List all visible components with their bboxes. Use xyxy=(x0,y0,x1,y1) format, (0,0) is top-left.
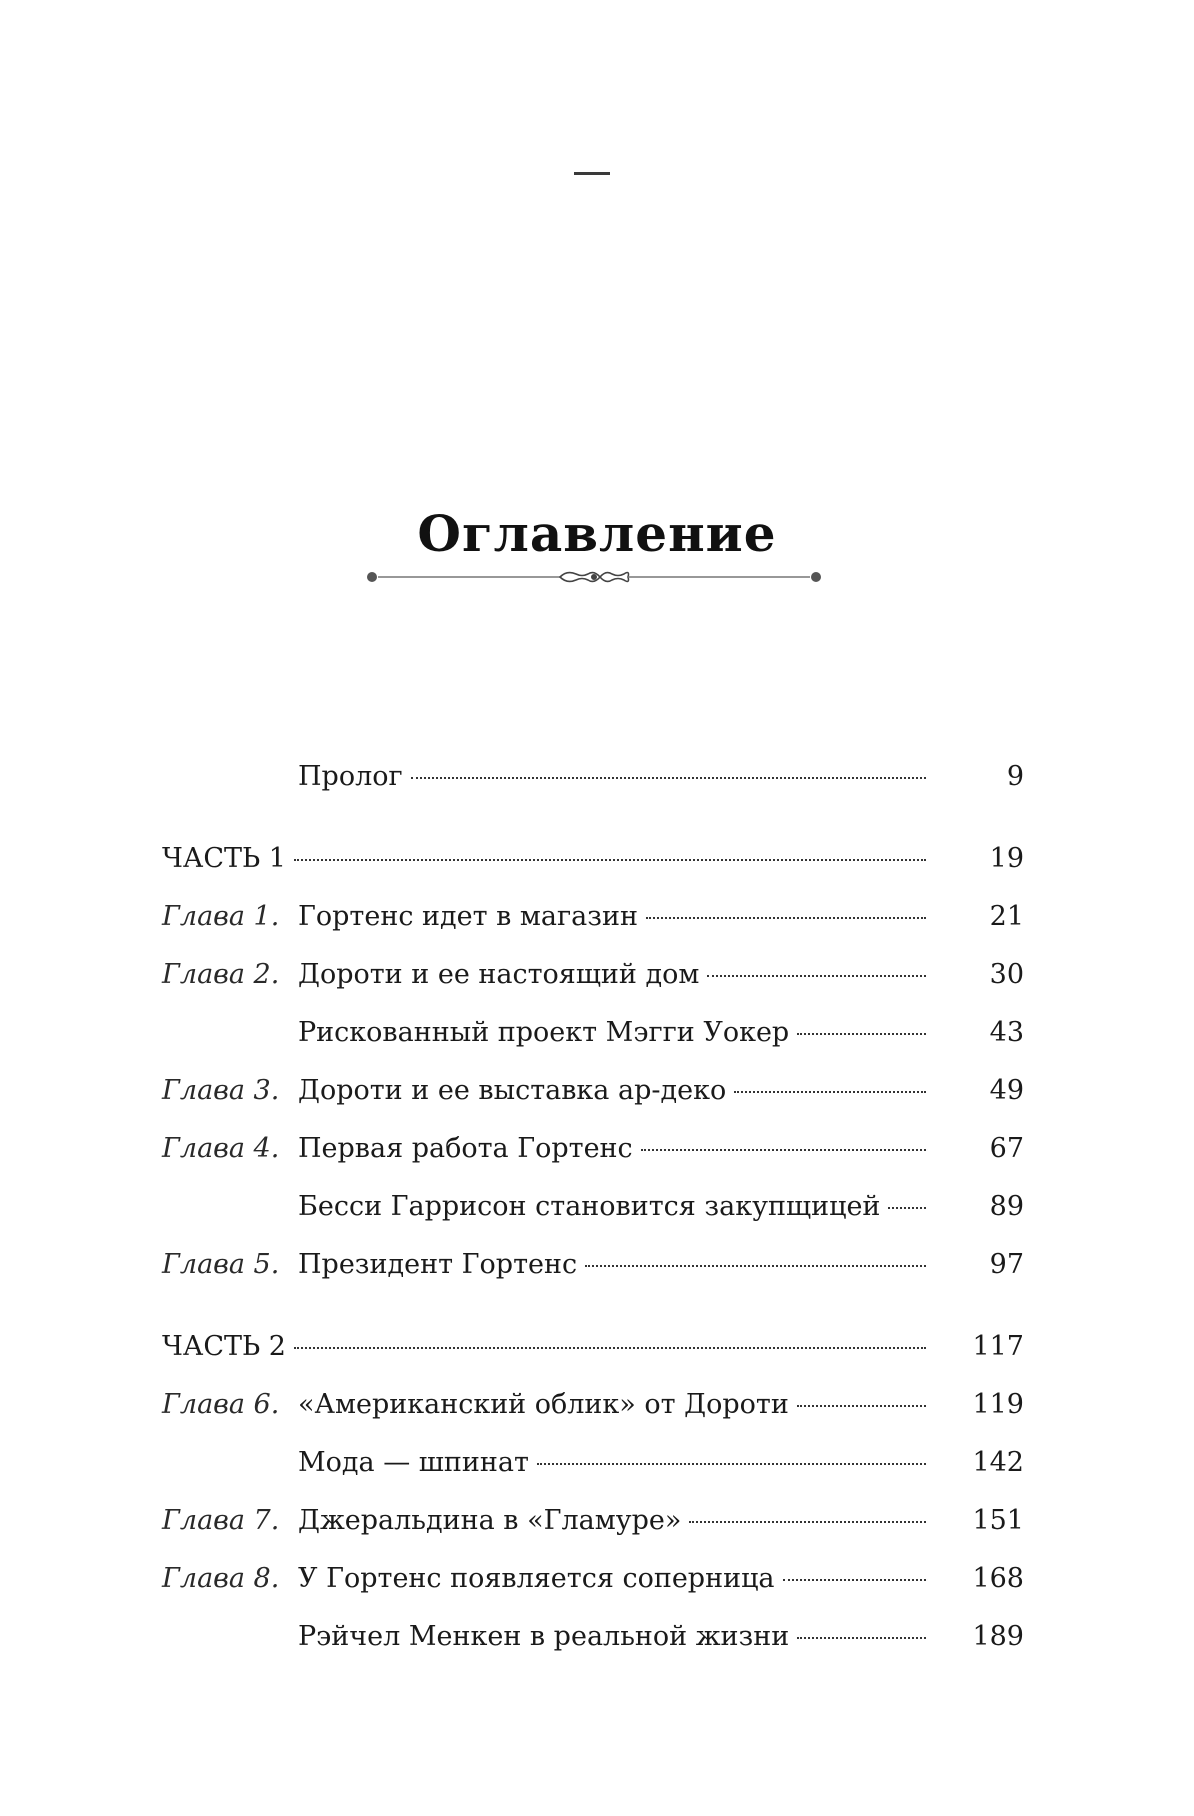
dot-leader xyxy=(294,859,926,861)
entry-title: ЧАСТЬ 2 xyxy=(162,1318,294,1376)
toc-row-chapter-1[interactable] xyxy=(162,888,1024,946)
chapter-number: Глава 1. xyxy=(162,901,280,932)
table-of-contents xyxy=(162,748,1024,1666)
dot-leader xyxy=(537,1463,926,1465)
chapter-number: Глава 4. xyxy=(162,1133,280,1164)
toc-row-section-maggie-walker[interactable] xyxy=(162,1004,1024,1062)
chapter-number: Глава 5. xyxy=(162,1249,280,1280)
dot-leader xyxy=(585,1265,926,1267)
dot-leader xyxy=(797,1637,926,1639)
dot-leader xyxy=(797,1405,926,1407)
entry-title: Рискованный проект Мэгги Уокер xyxy=(298,1004,797,1062)
entry-title: Президент Гортенс xyxy=(298,1236,585,1294)
page-number: 49 xyxy=(989,1075,1024,1106)
entry-title: Пролог xyxy=(298,748,411,806)
toc-row-chapter-5[interactable] xyxy=(162,1236,1024,1294)
dot-leader xyxy=(641,1149,926,1151)
toc-row-section-bessie-harrison[interactable] xyxy=(162,1178,1024,1236)
chapter-number: Глава 2. xyxy=(162,959,280,990)
dot-leader xyxy=(734,1091,926,1093)
page-number: 119 xyxy=(972,1389,1024,1420)
page-number: 168 xyxy=(972,1563,1024,1594)
entry-title: Дороти и ее выставка ар-деко xyxy=(298,1062,734,1120)
dot-leader xyxy=(411,777,926,779)
page-number: 89 xyxy=(989,1191,1024,1222)
toc-row-section-rachel-menken[interactable] xyxy=(162,1608,1024,1666)
chapter-number: Глава 3. xyxy=(162,1075,280,1106)
top-dash-mark xyxy=(574,172,610,175)
toc-row-chapter-7[interactable] xyxy=(162,1492,1024,1550)
entry-title: Бесси Гаррисон становится закупщицей xyxy=(298,1178,888,1236)
page-number: 97 xyxy=(989,1249,1024,1280)
entry-title: Первая работа Гортенс xyxy=(298,1120,641,1178)
dot-leader xyxy=(888,1207,926,1209)
toc-row-chapter-8[interactable] xyxy=(162,1550,1024,1608)
entry-title: Джеральдина в «Гламуре» xyxy=(298,1492,689,1550)
dot-leader xyxy=(646,917,926,919)
page-number: 30 xyxy=(989,959,1024,990)
chapter-number: Глава 8. xyxy=(162,1563,280,1594)
page-number: 67 xyxy=(989,1133,1024,1164)
toc-row-chapter-4[interactable] xyxy=(162,1120,1024,1178)
page-number: 43 xyxy=(989,1017,1024,1048)
page-number: 117 xyxy=(972,1331,1024,1362)
dot-leader xyxy=(783,1579,926,1581)
page-number: 189 xyxy=(972,1621,1024,1652)
toc-row-part-2[interactable] xyxy=(162,1318,1024,1376)
page-number: 19 xyxy=(989,843,1024,874)
toc-row-section-fashion-spinach[interactable] xyxy=(162,1434,1024,1492)
entry-title: Мода — шпинат xyxy=(298,1434,537,1492)
ornament-divider-icon xyxy=(364,566,824,588)
page-number: 21 xyxy=(989,901,1024,932)
toc-row-chapter-6[interactable] xyxy=(162,1376,1024,1434)
page-number: 9 xyxy=(1006,761,1024,792)
dot-leader xyxy=(294,1347,926,1349)
toc-row-chapter-3[interactable] xyxy=(162,1062,1024,1120)
dot-leader xyxy=(707,975,926,977)
chapter-number: Глава 7. xyxy=(162,1505,280,1536)
dot-leader xyxy=(797,1033,926,1035)
entry-title: Дороти и ее настоящий дом xyxy=(298,946,707,1004)
page-title: Оглавление xyxy=(417,503,777,563)
toc-row-part-1[interactable] xyxy=(162,830,1024,888)
entry-title: У Гортенс появляется соперница xyxy=(298,1550,783,1608)
toc-row-prologue[interactable] xyxy=(162,748,1024,806)
entry-title: «Американский облик» от Дороти xyxy=(298,1376,797,1434)
chapter-number: Глава 6. xyxy=(162,1389,280,1420)
page-number: 151 xyxy=(972,1505,1024,1536)
entry-title: Рэйчел Менкен в реальной жизни xyxy=(298,1608,797,1666)
entry-title: Гортенс идет в магазин xyxy=(298,888,646,946)
page-number: 142 xyxy=(972,1447,1024,1478)
toc-row-chapter-2[interactable] xyxy=(162,946,1024,1004)
dot-leader xyxy=(689,1521,926,1523)
entry-title: ЧАСТЬ 1 xyxy=(162,830,294,888)
